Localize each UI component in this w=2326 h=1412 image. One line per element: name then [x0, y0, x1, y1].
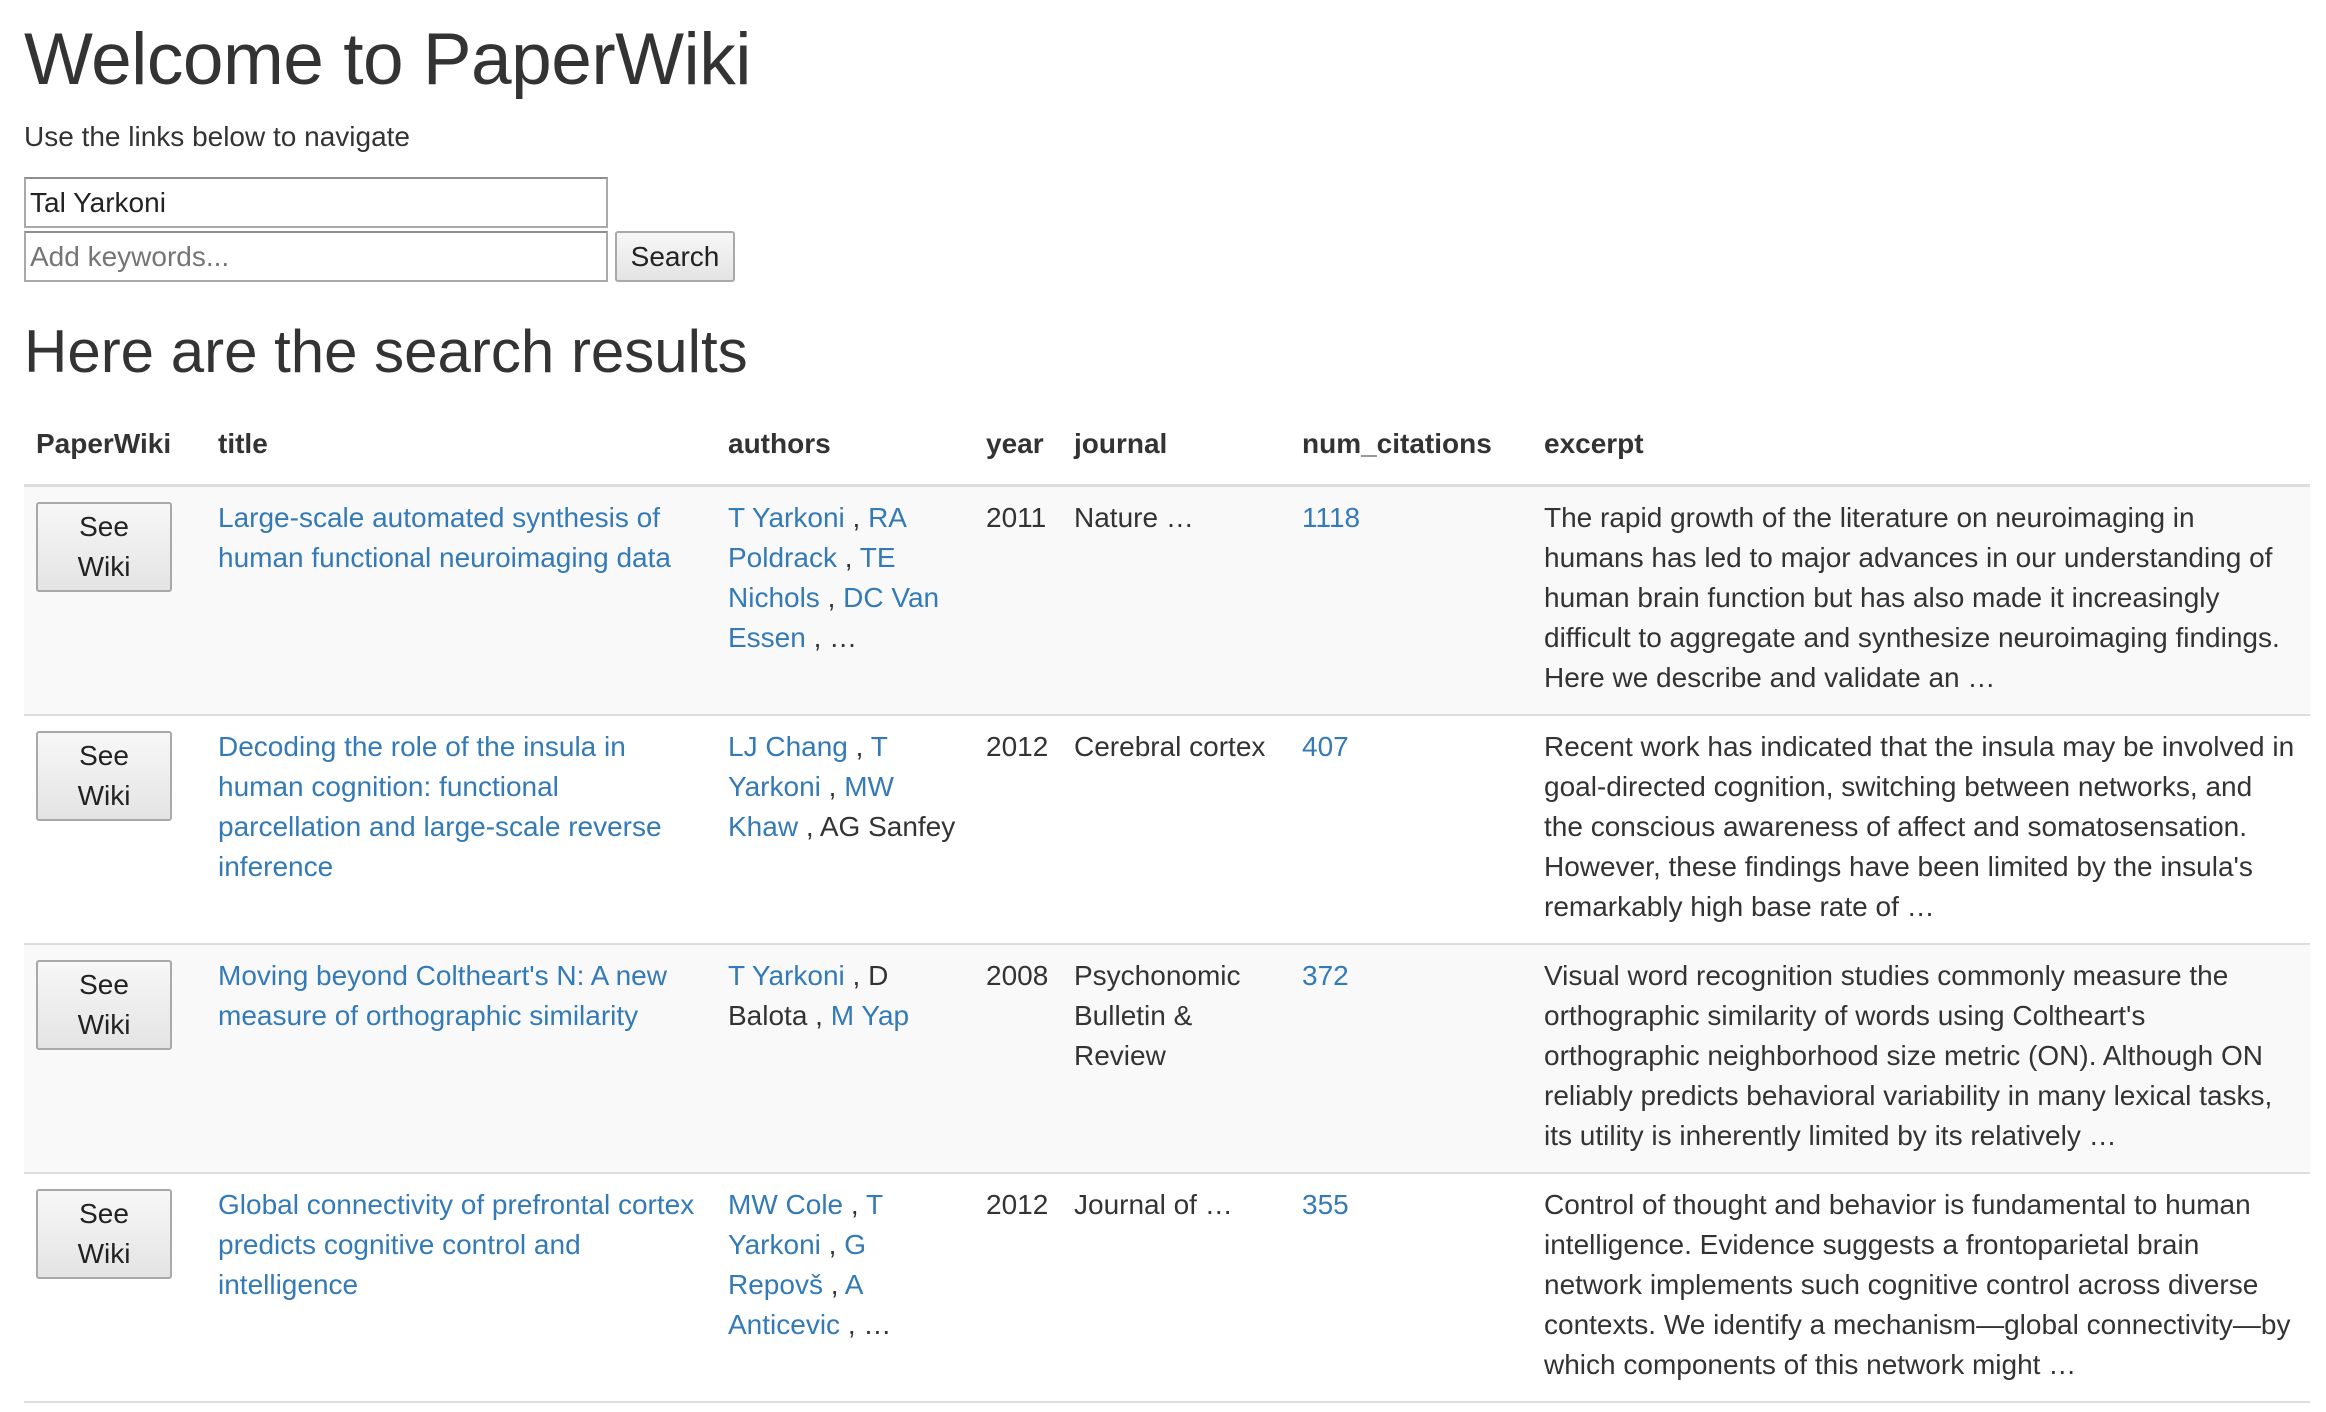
author-link[interactable]: M Yap [830, 1000, 910, 1031]
cell-year: 2012 [974, 715, 1062, 944]
paper-title-link[interactable]: Global connectivity of prefrontal cortex predicts cognitive control and intelligence [218, 1189, 695, 1300]
author-link[interactable]: T Yarkoni [728, 731, 888, 802]
author-link[interactable]: MW Khaw [728, 771, 894, 842]
cell-paperwiki [24, 1173, 206, 1402]
citations-link[interactable]: 372 [1302, 960, 1349, 991]
search-button[interactable]: Search [615, 231, 735, 282]
result-row [24, 944, 2310, 1173]
see-wiki-button[interactable] [36, 1189, 172, 1279]
cell-authors [716, 1173, 974, 1402]
author-separator: , [807, 1000, 831, 1031]
cell-title [206, 715, 716, 944]
author-link[interactable]: LJ Chang [728, 731, 848, 762]
column-header-journal: journal [1062, 410, 1290, 486]
cell-paperwiki [24, 715, 206, 944]
see-wiki-label-line2: Wiki [77, 1009, 131, 1040]
cell-excerpt: The rapid growth of the literature on neuroimaging in humans has led to major advances in our understanding of human brain function but has also made it increasingly difficult to aggregate and synthesize neuroimaging findings. Here we describe and validate an … [1532, 486, 2310, 716]
cell-journal: Cerebral cortex [1062, 715, 1290, 944]
author-separator: , [820, 771, 845, 802]
cell-journal: Journal of … [1062, 1173, 1290, 1402]
column-header-paperwiki: PaperWiki [24, 410, 206, 486]
author-separator: , [844, 960, 869, 991]
paper-title-link[interactable]: Large-scale automated synthesis of human functional neuroimaging data [218, 502, 671, 573]
see-wiki-button[interactable] [36, 731, 172, 821]
cell-year: 2012 [974, 1173, 1062, 1402]
cell-excerpt: Recent work has indicated that the insula may be involved in goal-directed cognition, switching between networks, and the conscious awareness of affect and somatosensation. However, these findings have been limited by the insula's remarkably high base rate of … [1532, 715, 2310, 944]
cell-excerpt: Visual word recognition studies commonly measure the orthographic similarity of words using Coltheart's orthographic neighborhood size metric (ON). Although ON reliably predicts behavioral variability in many lexical tasks, its utility is inherently limited by its relatively … [1532, 944, 2310, 1173]
result-row [24, 715, 2310, 944]
see-wiki-label-line1: See [79, 511, 129, 542]
see-wiki-label-line1: See [79, 1198, 129, 1229]
author-separator: , [843, 1189, 866, 1220]
cell-paperwiki [24, 944, 206, 1173]
cell-paperwiki [24, 486, 206, 716]
cell-num-citations [1290, 944, 1532, 1173]
author-link[interactable]: T Yarkoni [728, 502, 845, 533]
see-wiki-label-line2: Wiki [77, 780, 131, 811]
results-table [24, 410, 2310, 1403]
cell-journal: Psychonomic Bulletin & Review [1062, 944, 1290, 1173]
results-body [24, 486, 2310, 1403]
column-header-title: title [206, 410, 716, 486]
author-separator: , [836, 542, 860, 573]
results-header-row [24, 410, 2310, 486]
citations-link[interactable]: 407 [1302, 731, 1349, 762]
cell-authors [716, 944, 974, 1173]
author-name: AG Sanfey [819, 811, 956, 842]
paper-title-link[interactable]: Decoding the role of the insula in human cognition: functional parcellation and large-scale reverse inference [218, 731, 662, 882]
cell-title [206, 1173, 716, 1402]
author-link[interactable]: MW Cole [728, 1189, 844, 1220]
paper-title-link[interactable]: Moving beyond Coltheart's N: A new measure of orthographic similarity [218, 960, 667, 1031]
author-separator: , [819, 582, 844, 613]
citations-link[interactable]: 1118 [1302, 502, 1361, 533]
author-separator: , [822, 1269, 845, 1300]
citations-link[interactable]: 355 [1302, 1189, 1349, 1220]
author-separator: , [798, 811, 820, 842]
author-separator: , [847, 731, 871, 762]
author-separator: , … [805, 622, 858, 653]
result-row [24, 1173, 2310, 1402]
author-link[interactable]: A Anticevic [728, 1269, 862, 1340]
see-wiki-label-line2: Wiki [77, 551, 131, 582]
author-link[interactable]: RA Poldrack [728, 502, 906, 573]
author-name: D Balota [728, 960, 889, 1031]
author-separator: , … [840, 1309, 892, 1340]
cell-num-citations [1290, 486, 1532, 716]
results-heading: Here are the search results [24, 318, 748, 385]
cell-excerpt: Control of thought and behavior is fundamental to human intelligence. Evidence suggests a frontoparietal brain network implements such cognitive control across diverse contexts. We identify a mechanism—global connectivity—by which components of this network might … [1532, 1173, 2310, 1402]
cell-year: 2008 [974, 944, 1062, 1173]
author-search-input[interactable] [24, 177, 608, 228]
see-wiki-label-line2: Wiki [77, 1238, 131, 1269]
cell-num-citations [1290, 1173, 1532, 1402]
see-wiki-label-line1: See [79, 740, 129, 771]
cell-journal: Nature … [1062, 486, 1290, 716]
column-header-excerpt: excerpt [1532, 410, 2310, 486]
page-subtitle: Use the links below to navigate [24, 121, 410, 152]
page-title: Welcome to PaperWiki [24, 19, 751, 100]
cell-authors [716, 486, 974, 716]
cell-title [206, 486, 716, 716]
cell-year: 2011 [974, 486, 1062, 716]
result-row [24, 486, 2310, 716]
author-separator: , [844, 502, 869, 533]
see-wiki-button[interactable] [36, 960, 172, 1050]
cell-authors [716, 715, 974, 944]
author-link[interactable]: G Repovš [728, 1229, 866, 1300]
column-header-year: year [974, 410, 1062, 486]
author-link[interactable]: DC Van Essen [728, 582, 940, 653]
see-wiki-button[interactable] [36, 502, 172, 592]
see-wiki-label-line1: See [79, 969, 129, 1000]
author-separator: , [820, 1229, 845, 1260]
author-link[interactable]: TE Nichols [728, 542, 896, 613]
cell-title [206, 944, 716, 1173]
column-header-authors: authors [716, 410, 974, 486]
author-link[interactable]: T Yarkoni [728, 1189, 883, 1260]
column-header-num-citations: num_citations [1290, 410, 1532, 486]
keywords-input[interactable] [24, 231, 608, 282]
cell-num-citations [1290, 715, 1532, 944]
author-link[interactable]: T Yarkoni [728, 960, 845, 991]
